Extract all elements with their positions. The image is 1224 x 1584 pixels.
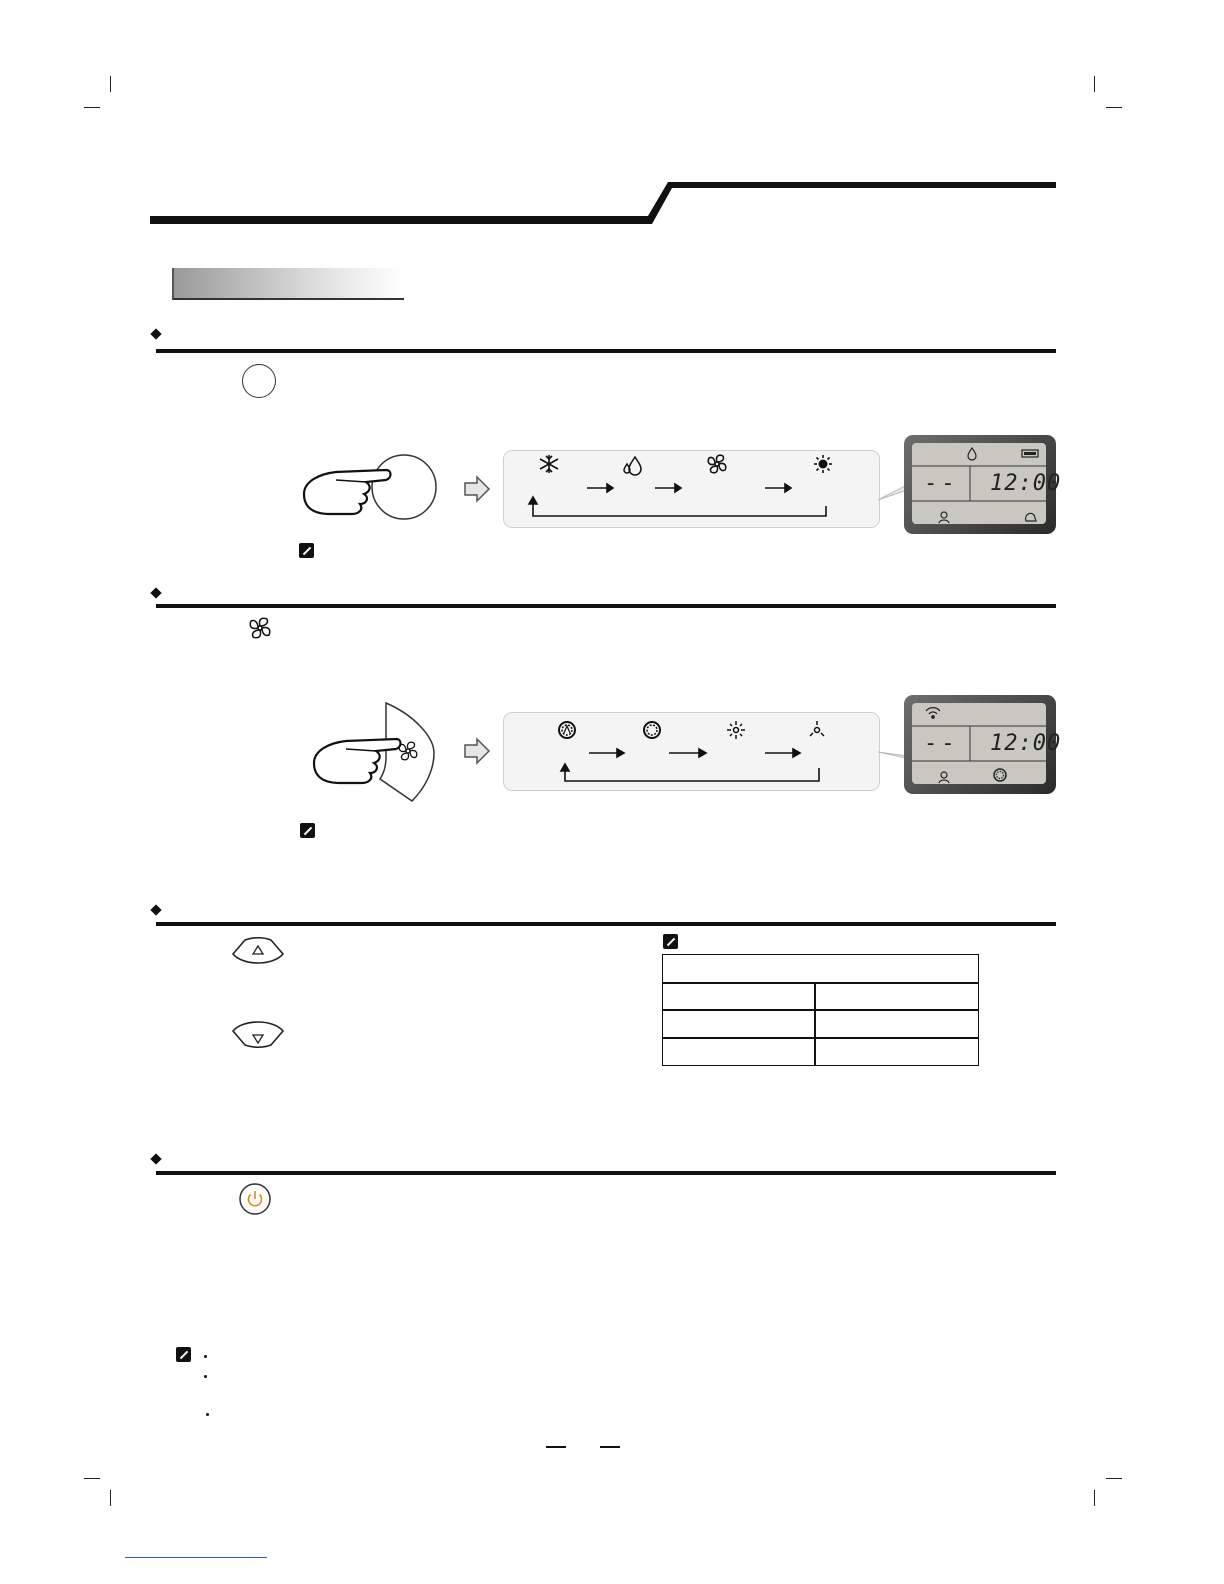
- droplet-icon: [624, 457, 641, 475]
- header-bar: [148, 178, 1058, 228]
- section-marker: [150, 587, 161, 598]
- crop-mark: [84, 107, 100, 108]
- fan-high-icon: [644, 722, 660, 738]
- section-rule: [156, 604, 1056, 608]
- hand-icon: [1026, 513, 1036, 521]
- fan-button-icon[interactable]: [247, 615, 273, 641]
- fan-speed-icon: [994, 769, 1006, 781]
- signal-icon: [926, 708, 940, 719]
- page-number-dash: [546, 1446, 566, 1448]
- sun-icon: [814, 455, 832, 473]
- note-icon: [176, 1347, 191, 1362]
- bullet: [204, 1355, 207, 1358]
- droplet-icon: [968, 448, 976, 460]
- bullet: [204, 1375, 207, 1378]
- table-row-divider: [662, 982, 979, 984]
- temperature-down-button[interactable]: [229, 1015, 287, 1049]
- section-marker: [150, 1153, 161, 1164]
- lcd-time: 12:00: [990, 731, 1062, 756]
- crop-mark: [1094, 76, 1095, 92]
- hand-pressing-fan-button: [310, 693, 440, 805]
- section-rule: [156, 349, 1056, 353]
- battery-icon: [1022, 450, 1038, 457]
- power-button[interactable]: [238, 1182, 272, 1216]
- person-icon: [939, 512, 949, 523]
- fan-auto-icon: [559, 722, 575, 738]
- lcd-dashes: --: [924, 731, 959, 756]
- snowflake-icon: [540, 455, 558, 473]
- fan-low-icon: [810, 721, 824, 736]
- fan-cycle-diagram: [503, 712, 879, 790]
- section-heading-tab: [172, 268, 404, 300]
- note-icon: [663, 934, 678, 949]
- table-row-divider: [662, 1009, 979, 1011]
- lcd-time: 12:00: [990, 471, 1062, 496]
- footer-link-underline: [125, 1557, 267, 1558]
- crop-mark: [84, 1478, 100, 1479]
- hand-pressing-mode-button: [300, 452, 442, 524]
- table-row-divider: [662, 1037, 979, 1039]
- mode-cycle-diagram: [503, 450, 879, 528]
- section-marker: [150, 328, 161, 339]
- crop-mark: [1106, 1478, 1122, 1479]
- person-icon: [939, 772, 949, 783]
- fan-icon: [708, 455, 726, 473]
- section-rule: [156, 922, 1056, 926]
- note-icon: [300, 823, 315, 838]
- crop-mark: [1106, 107, 1122, 108]
- crop-mark: [110, 76, 111, 92]
- page-number-dash: [600, 1446, 620, 1448]
- crop-mark: [110, 1490, 111, 1506]
- section-rule: [156, 1171, 1056, 1175]
- table-column-divider: [814, 982, 816, 1065]
- arrow-right-icon: [463, 737, 491, 765]
- temperature-up-button[interactable]: [229, 936, 287, 970]
- section-marker: [150, 904, 161, 915]
- note-icon: [299, 543, 314, 558]
- crop-mark: [1094, 1490, 1095, 1506]
- arrow-right-icon: [463, 475, 491, 503]
- lcd-dashes: --: [924, 471, 959, 496]
- mode-button-small[interactable]: [242, 364, 276, 398]
- bullet: [206, 1413, 209, 1416]
- fan-medium-icon: [727, 721, 745, 739]
